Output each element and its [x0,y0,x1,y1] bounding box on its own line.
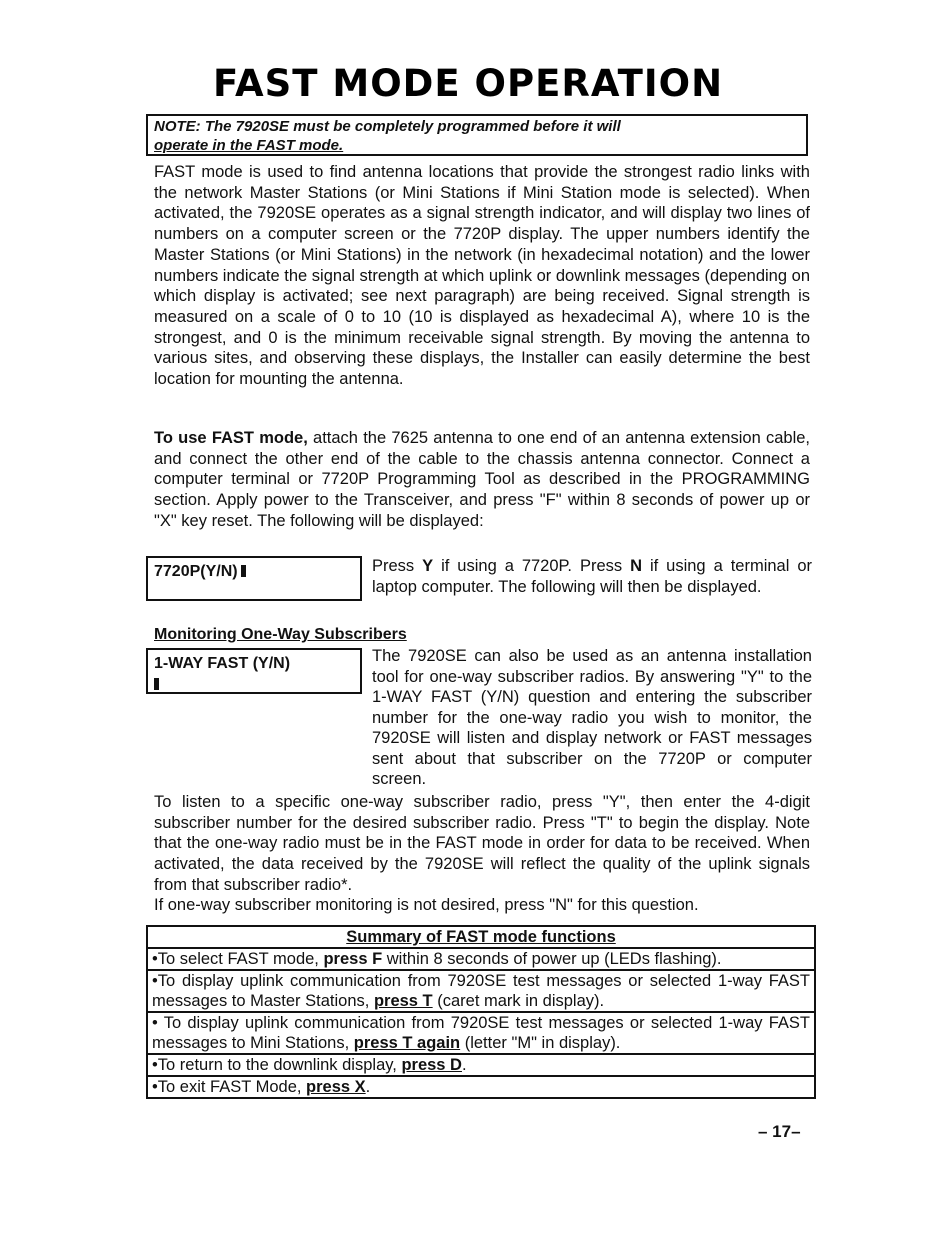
row-key: press F [323,950,383,968]
row-text: •To select FAST mode, [152,950,324,968]
row-text: •To exit FAST Mode, [152,1078,307,1096]
row-key: press X [306,1078,366,1096]
row-text: • To display uplink communication from 7920SE test messages or selected 1-way FAST messages to Mini Stations, [152,1014,810,1052]
summary-row [148,1055,814,1077]
one-way-description: The 7920SE can also be used as an antenna installation tool for one-way subscriber radios. By answering "Y" to the 1-WAY FAST (Y/N) question and entering the subscriber number for the one-way radio you wish to monitor, the 7920SE will listen and display network or FAST messages sent about that subscriber on the 7720P or computer screen. [372,647,812,788]
row-text: •To return to the downlink display, [152,1056,402,1074]
lcd-7720p-text: 7720P(Y/N) [154,563,238,580]
lcd-7720p-description [372,556,812,597]
row-key: press T [373,992,433,1010]
summary-heading [148,927,814,949]
use-fast-mode-text: attach the 7625 antenna to one end of an antenna extension cable, and connect the other end of the cable to the chassis antenna connector. Connect a computer terminal or 7720P Programming Tool as described in the PROGRAMMING section. Apply power to the Transceiver, and press "F" within 8 seconds of power up or "X" key reset. The following will be displayed: [154,429,810,530]
note-line-2: operate in the FAST mode. [154,137,344,154]
row-key: press T again [353,1034,461,1052]
page-title: FAST MODE OPERATION [212,62,724,105]
row-text: . [461,1056,467,1074]
listen-paragraph: To listen to a specific one-way subscriber radio, press "Y", then enter the 4-digit subscriber number for the desired subscriber radio. Press "T" to begin the display. Note that the one-way radio must be in the FAST mode in order for data to be received. When activated, the data received by the 7920SE will reflect the quality of the uplink signals from that subscriber radio*. [154,793,810,894]
summary-row [148,1013,814,1055]
page-number: – 17– [758,1122,801,1141]
summary-row [148,971,814,1013]
lcd-display-7720p [146,556,362,601]
key-n: N [630,557,643,575]
row-text: (caret mark in display). [432,992,605,1010]
summary-heading-text: Summary of FAST mode functions [346,928,616,946]
desc-text: Press [372,557,423,575]
summary-table [146,925,816,1099]
summary-row [148,1077,814,1097]
row-text: within 8 seconds of power up (LEDs flashing). [382,950,722,968]
lcd-display-1way-fast [146,648,362,694]
cursor-icon [241,565,246,577]
note-line-1: NOTE: The 7920SE must be completely programmed before it will [154,118,621,135]
monitoring-heading: Monitoring One-Way Subscribers [154,626,407,643]
row-text: . [365,1078,371,1096]
cursor-icon [154,678,159,690]
row-key: press D [401,1056,462,1074]
note-box [146,114,808,156]
no-monitoring-paragraph: If one-way subscriber monitoring is not desired, press "N" for this question. [154,896,699,914]
row-text: •To display uplink communication from 7920SE test messages or selected 1-way FAST messages to Master Stations, [152,972,810,1010]
key-y: Y [422,557,434,575]
desc-text: if using a terminal or laptop computer. The following will then be displayed. [372,557,813,596]
row-text: (letter "M" in display). [460,1034,621,1052]
summary-row [148,949,814,971]
desc-text: if using a 7720P. Press [433,557,631,575]
use-fast-mode-lead: To use FAST mode, [154,429,308,447]
use-fast-mode-paragraph [154,428,810,532]
lcd-1way-text: 1-WAY FAST (Y/N) [154,655,291,672]
intro-paragraph: FAST mode is used to find antenna locations that provide the strongest radio links with the network Master Stations (or Mini Stations if Mini Station mode is selected). When activated, the 7920SE operates as a signal strength indicator, and will display two lines of numbers on a computer screen or the 7720P display. The upper numbers identify the Master Stations (or Mini Stations) in the network (in hexadecimal notation) and the lower numbers indicate the signal strength at which uplink or downlink messages (depending on which display is activated; see next paragraph) are being received. Signal strength is measured on a scale of 0 to 10 (10 is displayed as hexadecimal A), where 10 is the strongest, and 0 is the minimum receivable signal strength. By moving the antenna to various sites, and observing these displays, the Installer can easily determine the best location for mounting the antenna. [154,163,810,389]
